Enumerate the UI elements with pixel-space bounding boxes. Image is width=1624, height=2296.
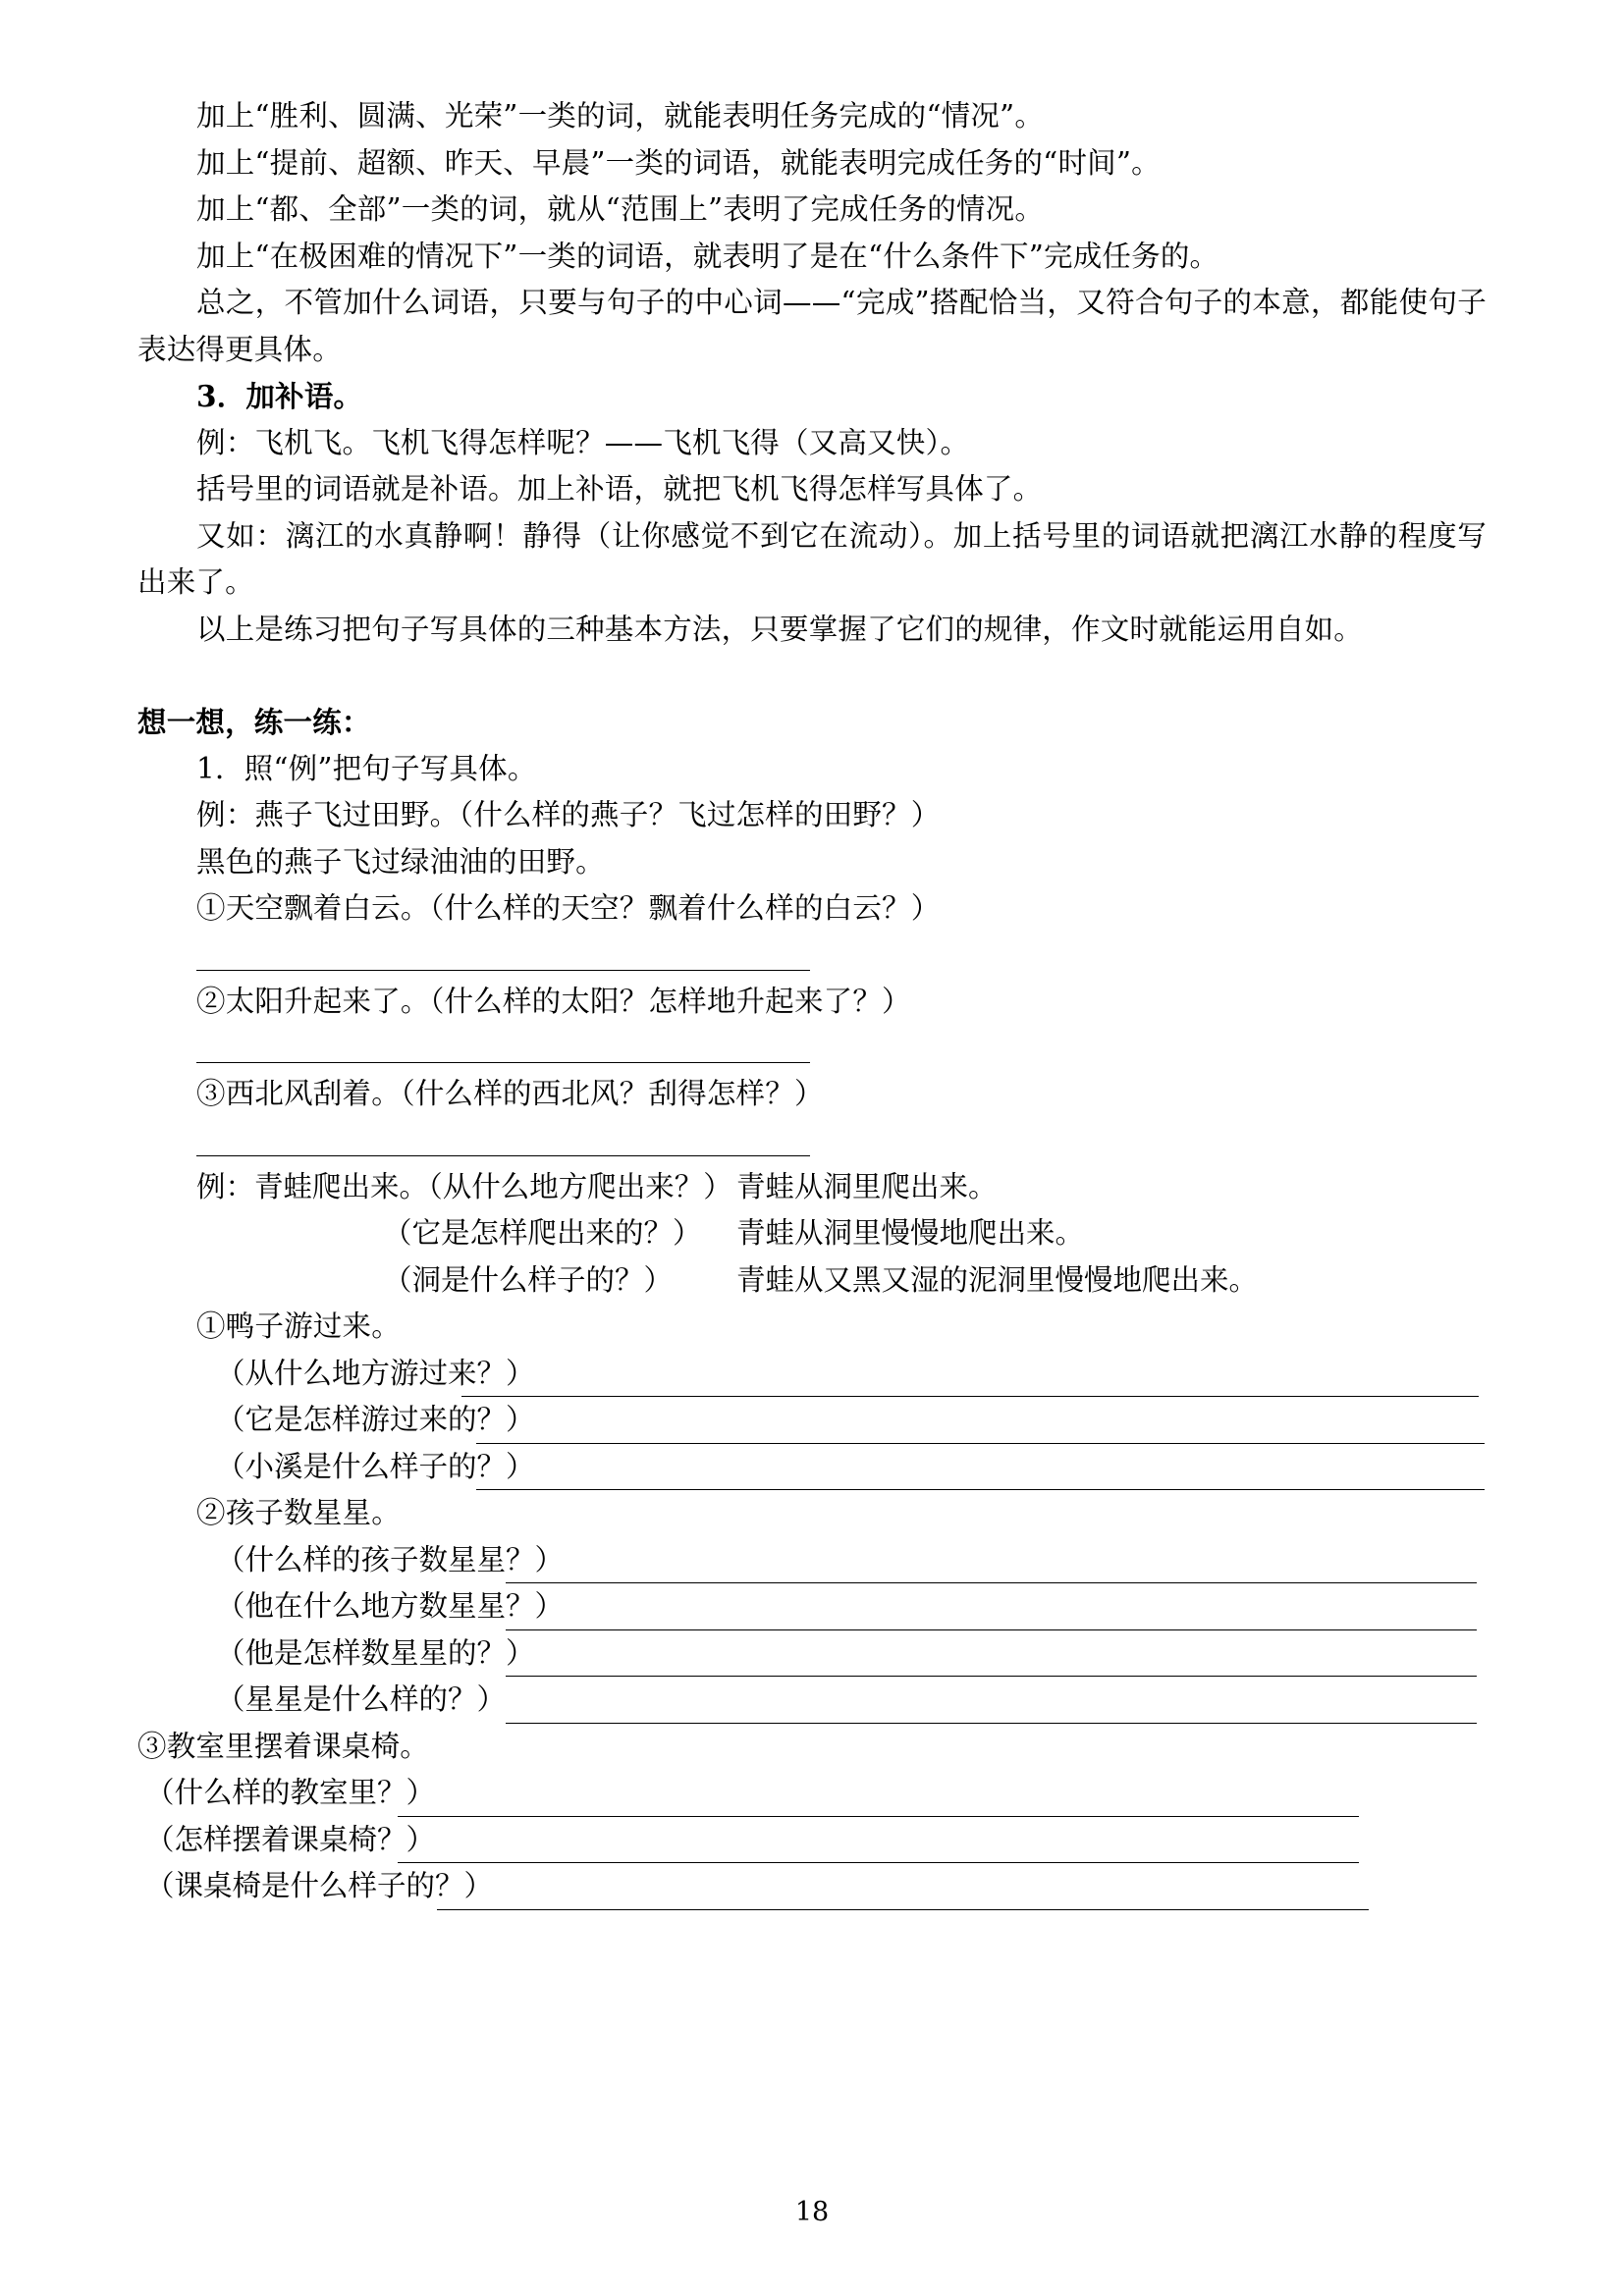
answer-blank-line[interactable] bbox=[196, 1062, 810, 1063]
task2-question: （什么样的教室里？） bbox=[145, 1776, 436, 1809]
task1-item: ②太阳升起来了。（什么样的太阳？怎样地升起来了？） bbox=[196, 984, 911, 1018]
answer-blank-row[interactable] bbox=[137, 1118, 1487, 1164]
task2-question-row[interactable] bbox=[137, 1444, 1487, 1491]
task2-question: （他是怎样数星星的？） bbox=[216, 1635, 535, 1670]
task2-example-question: 例：青蛙爬出来。（从什么地方爬出来？） bbox=[196, 1169, 732, 1203]
body-paragraph: 加上“胜利、圆满、光荣”一类的词，就能表明任务完成的“情况”。 bbox=[196, 99, 1045, 133]
task2-question-row[interactable] bbox=[137, 1630, 1487, 1678]
task1-item: ①天空飘着白云。（什么样的天空？飘着什么样的白云？） bbox=[196, 891, 941, 925]
task2-example-line bbox=[137, 1210, 1487, 1257]
body-paragraph: 加上“提前、超额、昨天、早晨”一类的词语，就能表明完成任务的“时间”。 bbox=[196, 145, 1161, 180]
task2-example-answer: 青蛙从洞里爬出来。 bbox=[736, 1169, 998, 1203]
body-summary-paragraph: 总之，不管加什么词语，只要与句子的中心词——“完成”搭配恰当，又符合句子的本意，都能使句子表达得更具体。 bbox=[137, 286, 1487, 366]
task2-question-row[interactable] bbox=[137, 1583, 1487, 1630]
answer-blank-line[interactable] bbox=[398, 1779, 1359, 1817]
task2-question-row[interactable] bbox=[137, 1677, 1487, 1724]
task2-question: （它是怎样游过来的？） bbox=[216, 1403, 535, 1436]
answer-blank-line[interactable] bbox=[506, 1638, 1477, 1677]
section-3-closing: 以上是练习把句子写具体的三种基本方法，只要掌握了它们的规律，作文时就能运用自如。 bbox=[196, 612, 1364, 646]
task2-group-title: ①鸭子游过来。 bbox=[196, 1309, 401, 1343]
task1-item: ③西北风刮着。（什么样的西北风？刮得怎样？） bbox=[196, 1077, 824, 1110]
task1-number: 1．照“例”把句子写具体。 bbox=[196, 751, 537, 785]
task1-example-question: 例：燕子飞过田野。（什么样的燕子？飞过怎样的田野？） bbox=[196, 798, 941, 831]
task2-question: （他在什么地方数星星？） bbox=[216, 1589, 565, 1623]
task2-question: （什么样的孩子数星星？） bbox=[216, 1542, 565, 1576]
body-paragraph: 加上“都、全部”一类的词，就从“范围上”表明了完成任务的情况。 bbox=[196, 192, 1045, 226]
task2-question: （课桌椅是什么样子的？） bbox=[145, 1869, 494, 1902]
answer-blank-row[interactable] bbox=[137, 933, 1487, 979]
task2-question-row[interactable] bbox=[137, 1351, 1487, 1398]
answer-blank-line[interactable] bbox=[461, 1359, 1479, 1397]
task2-example-line bbox=[137, 1164, 1487, 1211]
task2-question-row[interactable] bbox=[137, 1397, 1487, 1444]
body-paragraph: 加上“在极困难的情况下”一类的词语，就表明了是在“什么条件下”完成任务的。 bbox=[196, 239, 1219, 273]
answer-blank-line[interactable] bbox=[506, 1685, 1477, 1724]
task2-example-answer: 青蛙从又黑又湿的泥洞里慢慢地爬出来。 bbox=[736, 1262, 1259, 1297]
task2-question-row[interactable] bbox=[137, 1770, 1487, 1817]
task2-question: （怎样摆着课桌椅？） bbox=[145, 1822, 436, 1856]
answer-blank-line[interactable] bbox=[437, 1872, 1369, 1910]
answer-blank-line[interactable] bbox=[506, 1545, 1477, 1583]
section-3-explanation: 括号里的词语就是补语。加上补语，就把飞机飞得怎样写具体了。 bbox=[196, 472, 1043, 506]
answer-blank-line[interactable] bbox=[476, 1406, 1485, 1444]
answer-blank-line[interactable] bbox=[196, 970, 810, 971]
task2-example-line bbox=[137, 1257, 1487, 1305]
section-3-example-2: 又如：漓江的水真静啊！静得（让你感觉不到它在流动）。加上括号里的词语就把漓江水静的程度写出来了。 bbox=[137, 518, 1487, 599]
task2-example-question: （洞是什么样子的？） bbox=[383, 1262, 674, 1297]
task2-question: （从什么地方游过来？） bbox=[216, 1356, 535, 1390]
task2-group-title: ③教室里摆着课桌椅。 bbox=[137, 1729, 430, 1763]
task2-question-row[interactable] bbox=[137, 1817, 1487, 1864]
answer-blank-row[interactable] bbox=[137, 1025, 1487, 1071]
section-gap bbox=[137, 653, 1487, 699]
task2-example-answer: 青蛙从洞里慢慢地爬出来。 bbox=[736, 1216, 1085, 1250]
task2-group-title: ②孩子数星星。 bbox=[196, 1496, 401, 1529]
task2-question: （星星是什么样的？） bbox=[216, 1682, 507, 1716]
task2-example-question: （它是怎样爬出来的？） bbox=[383, 1216, 702, 1250]
answer-blank-line[interactable] bbox=[476, 1452, 1485, 1490]
exercises-heading: 想一想，练一练： bbox=[137, 705, 371, 739]
section-3-example: 例：飞机飞。飞机飞得怎样呢？——飞机飞得（又高又快）。 bbox=[196, 425, 970, 459]
page-number: 18 bbox=[794, 2197, 830, 2227]
task2-question-row[interactable] bbox=[137, 1537, 1487, 1584]
task2-question: （小溪是什么样子的？） bbox=[216, 1449, 535, 1483]
answer-blank-line[interactable] bbox=[506, 1592, 1477, 1630]
section-3-heading: 3．加补语。 bbox=[196, 379, 363, 413]
page-content bbox=[137, 93, 1487, 1910]
task2-question-row[interactable] bbox=[137, 1863, 1487, 1910]
answer-blank-line[interactable] bbox=[398, 1825, 1359, 1863]
answer-blank-line[interactable] bbox=[196, 1155, 810, 1156]
task1-example-answer: 黑色的燕子飞过绿油油的田野。 bbox=[196, 844, 605, 879]
